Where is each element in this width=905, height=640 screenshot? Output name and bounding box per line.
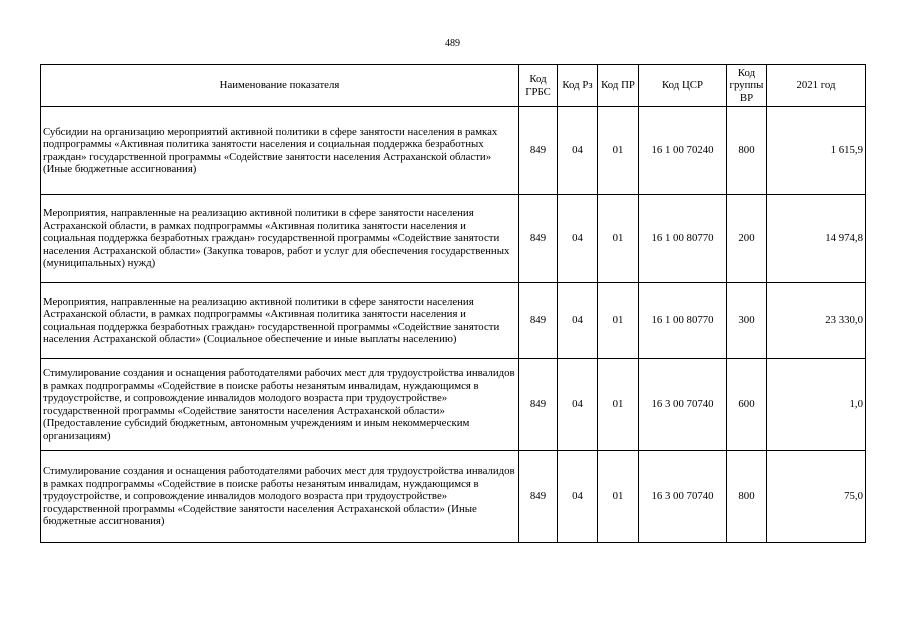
table-row (41, 451, 866, 543)
cell-indicator-name: Мероприятия, направленные на реализацию активной политики в сфере занятости населения Астраханской области, в рамках подпрограммы «Активная политика занятости населения и социальная поддержка безработных граждан» государственной программы «Содействие занятости населения Астраханской области» (Социальное обеспечение и иные выплаты населению) (41, 283, 519, 359)
cell-grbs: 849 (519, 195, 558, 283)
cell-amount-2021: 14 974,8 (767, 195, 866, 283)
cell-pr: 01 (598, 107, 639, 195)
cell-csr: 16 1 00 80770 (639, 283, 727, 359)
cell-amount-2021: 75,0 (767, 451, 866, 543)
cell-rz: 04 (558, 107, 598, 195)
header-indicator-name: Наименование показателя (41, 65, 519, 107)
cell-amount-2021: 1,0 (767, 359, 866, 451)
cell-indicator-name: Стимулирование создания и оснащения работодателями рабочих мест для трудоустройства инвалидов в рамках подпрограммы «Содействие в поиске работы незанятым инвалидам, нуждающимся в трудоустройстве, и сопровождение инвалидов молодого возраста при трудоустройстве» государственной программы «Содействие занятости населения Астраханской области» (Иные бюджетные ассигнования) (41, 451, 519, 543)
table-row (41, 107, 866, 195)
header-grbs-code: Код ГРБС (519, 65, 558, 107)
cell-grbs: 849 (519, 283, 558, 359)
table-row (41, 195, 866, 283)
cell-indicator-name: Мероприятия, направленные на реализацию активной политики в сфере занятости населения Астраханской области, в рамках подпрограммы «Активная политика занятости населения и социальная поддержка безработных граждан» государственной программы «Содействие занятости населения Астраханской области» (Закупка товаров, работ и услуг для обеспечения государственных (муниципальных) нужд) (41, 195, 519, 283)
header-csr-code: Код ЦСР (639, 65, 727, 107)
cell-vr: 200 (727, 195, 767, 283)
page-number: 489 (445, 38, 460, 49)
cell-amount-2021: 23 330,0 (767, 283, 866, 359)
cell-vr: 300 (727, 283, 767, 359)
cell-vr: 600 (727, 359, 767, 451)
cell-csr: 16 3 00 70740 (639, 359, 727, 451)
cell-rz: 04 (558, 451, 598, 543)
cell-grbs: 849 (519, 359, 558, 451)
cell-pr: 01 (598, 283, 639, 359)
header-vr-group-code: Код группы ВР (727, 65, 767, 107)
cell-vr: 800 (727, 107, 767, 195)
cell-rz: 04 (558, 283, 598, 359)
cell-csr: 16 1 00 70240 (639, 107, 727, 195)
cell-csr: 16 3 00 70740 (639, 451, 727, 543)
cell-grbs: 849 (519, 107, 558, 195)
cell-rz: 04 (558, 359, 598, 451)
cell-vr: 800 (727, 451, 767, 543)
header-pr-code: Код ПР (598, 65, 639, 107)
cell-amount-2021: 1 615,9 (767, 107, 866, 195)
cell-indicator-name: Субсидии на организацию мероприятий активной политики в сфере занятости населения в рамках подпрограммы «Активная политика занятости населения и социальная поддержка безработных граждан» государственной программы «Содействие занятости населения Астраханской области» (Иные бюджетные ассигнования) (41, 107, 519, 195)
cell-rz: 04 (558, 195, 598, 283)
header-rz-code: Код Рз (558, 65, 598, 107)
cell-pr: 01 (598, 359, 639, 451)
cell-pr: 01 (598, 451, 639, 543)
cell-grbs: 849 (519, 451, 558, 543)
header-year-2021: 2021 год (767, 65, 866, 107)
cell-csr: 16 1 00 80770 (639, 195, 727, 283)
table-row (41, 359, 866, 451)
table-header-row (41, 65, 866, 107)
table-row (41, 283, 866, 359)
cell-indicator-name: Стимулирование создания и оснащения работодателями рабочих мест для трудоустройства инвалидов в рамках подпрограммы «Содействие в поиске работы незанятым инвалидам, нуждающимся в трудоустройстве, и сопровождение инвалидов молодого возраста при трудоустройстве» государственной программы «Содействие занятости населения Астраханской области» (Предоставление субсидий бюджетным, автономным учреждениям и иным некоммерческим организациям) (41, 359, 519, 451)
budget-table (40, 64, 866, 543)
cell-pr: 01 (598, 195, 639, 283)
